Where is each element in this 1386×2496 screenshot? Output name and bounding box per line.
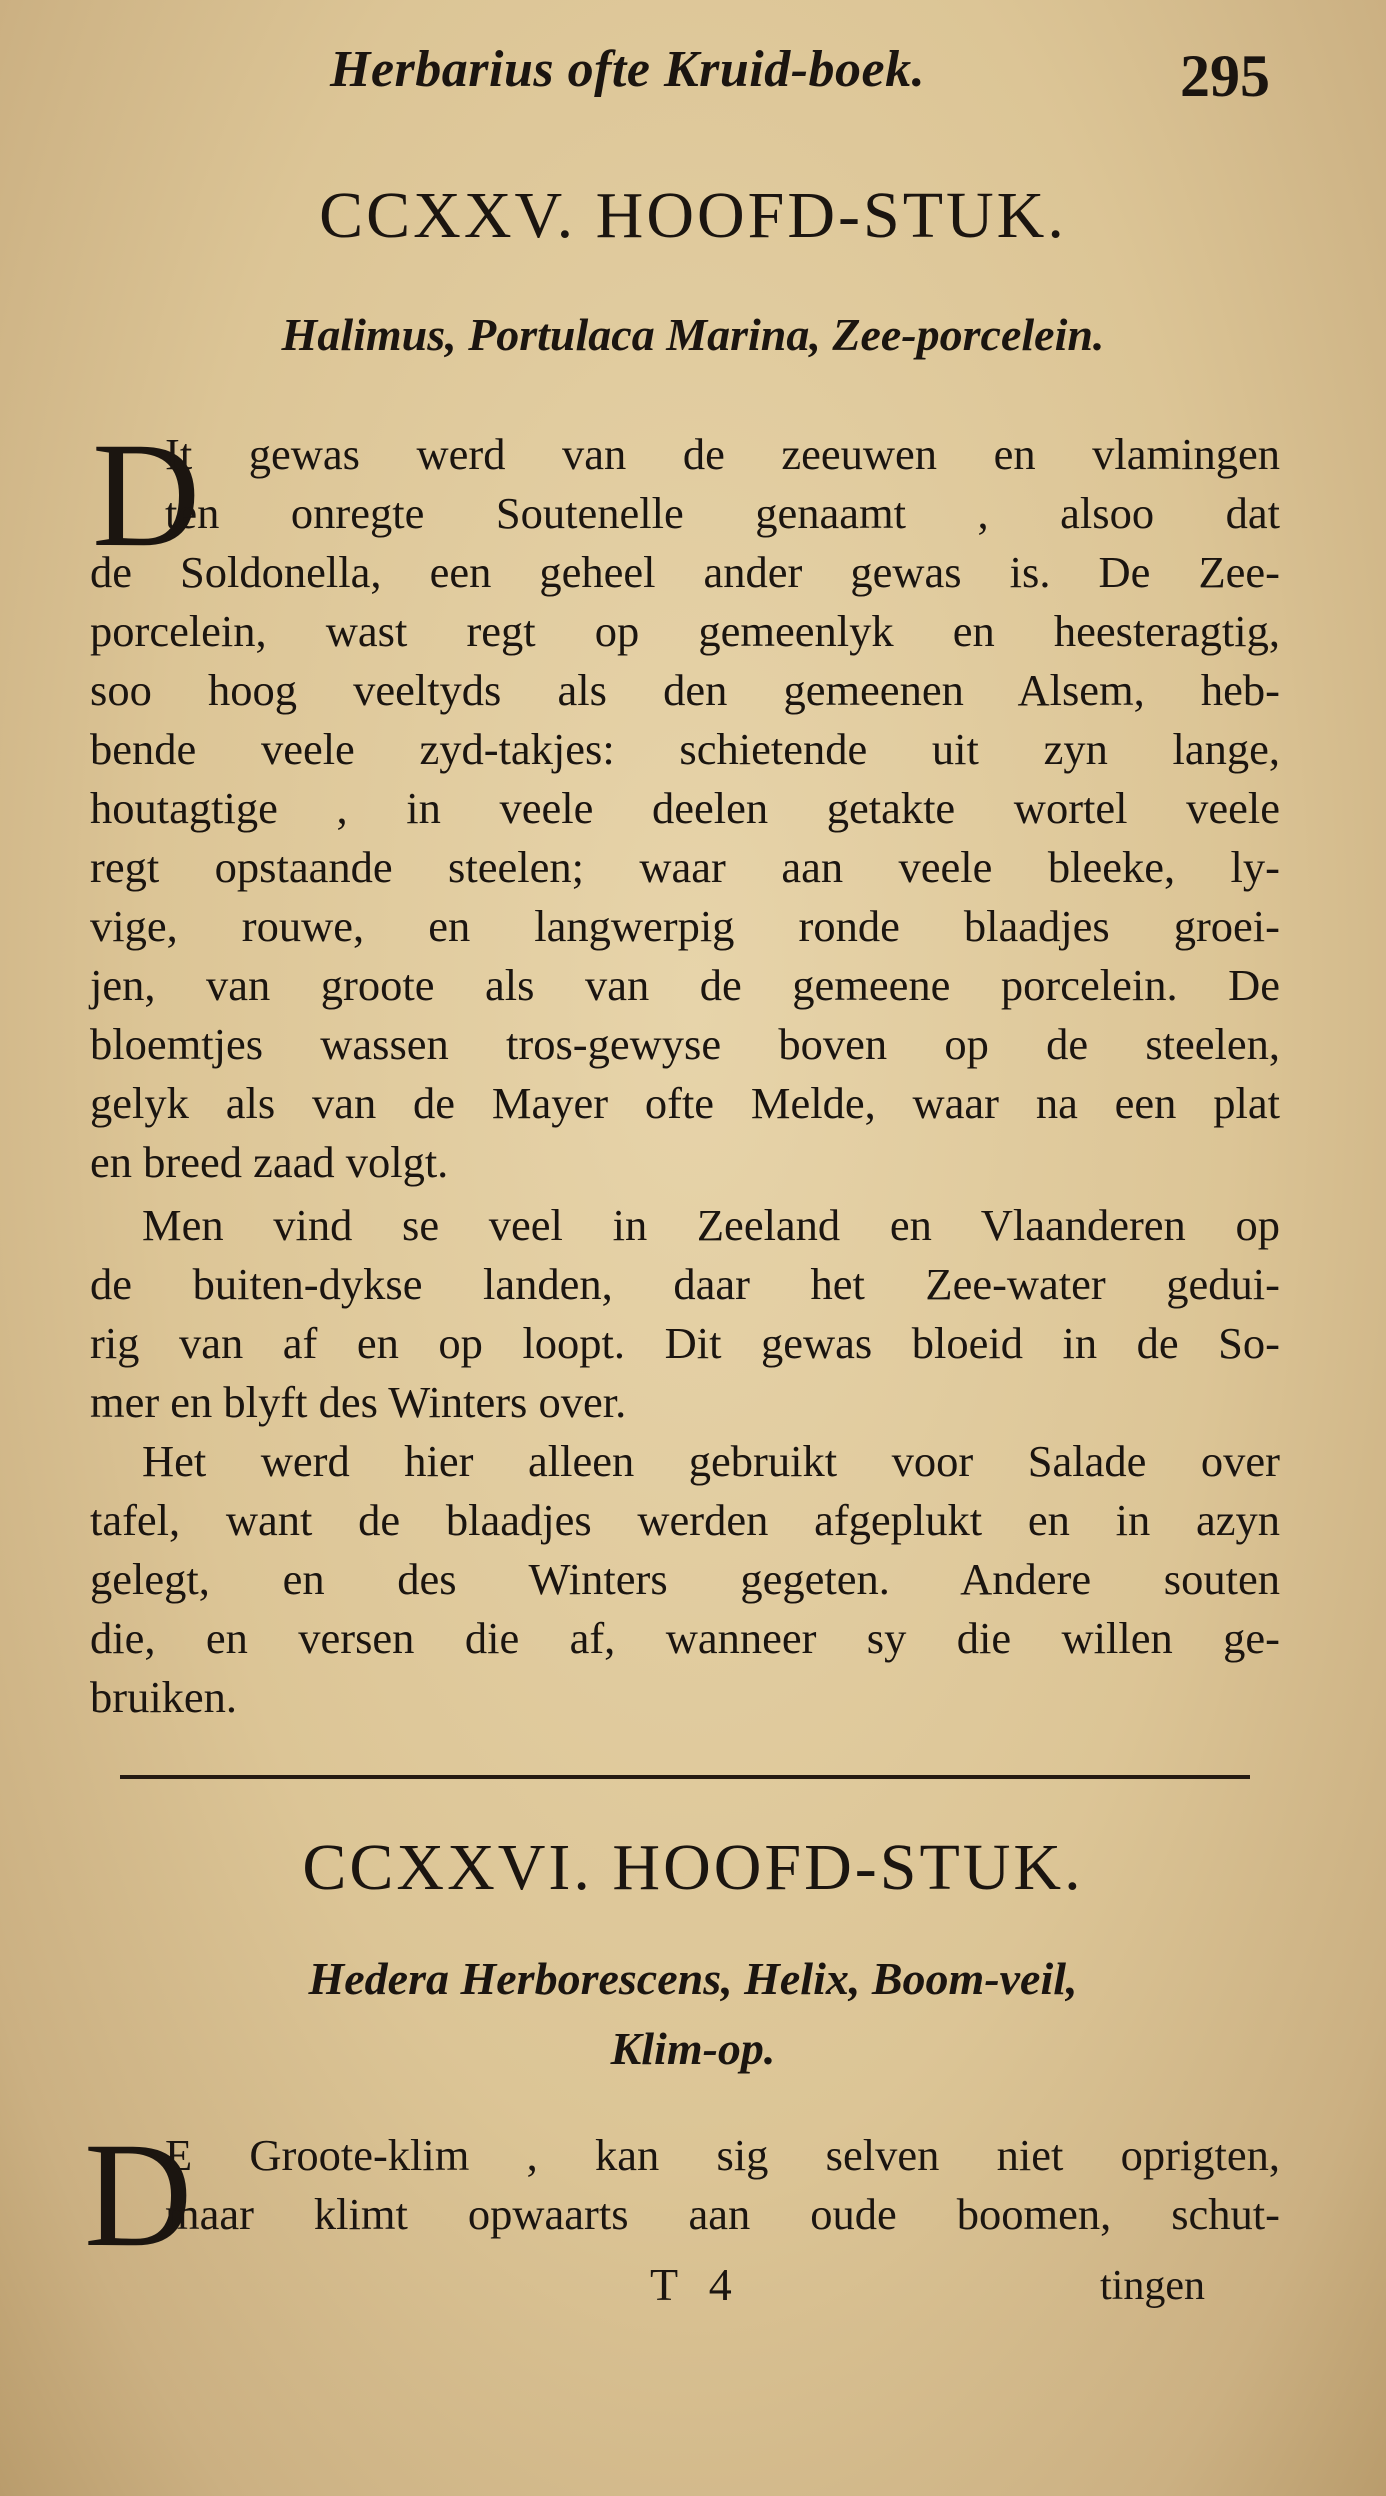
chapter-title-ccxxv: CCXXV. HOOFD-STUK. [319,179,1067,252]
chapter-subtitle-ccxxv: Halimus, Portulaca Marina, Zee-porcelein. [281,309,1105,360]
chapter-title-ccxxvi: CCXXVI. HOOFD-STUK. [302,1831,1084,1904]
text-line: regt opstaande steelen; waar aan veele bleeke, ly- [90,842,1280,892]
text-line: bende veele zyd-takjes: schietende uit zyn lange, [90,724,1280,774]
text-line: bloemtjes wassen tros-gewyse boven op de steelen, [90,1019,1280,1069]
text-line: tafel, want de blaadjes werden afgeplukt en in azyn [90,1495,1280,1545]
text-line: die, en versen die af, wanneer sy die willen ge- [90,1613,1280,1663]
drop-cap: D [84,2112,193,2278]
text-line: E Groote-klim , kan sig selven niet oprigten, [165,2130,1280,2180]
signature-mark: T 4 [650,2259,742,2310]
chapter-subtitle-ccxxvi-line1: Hedera Herborescens, Helix, Boom-veil, [308,1953,1078,2004]
text-line: Men vind se veel in Zeeland en Vlaanderen op [142,1200,1280,1250]
catchword: tingen [1100,2263,1205,2309]
text-line: de buiten-dykse landen, daar het Zee-water gedui- [90,1259,1280,1309]
chapter-subtitle-ccxxvi-line2: Klim-op. [610,2023,776,2074]
drop-cap: D [92,412,201,578]
section-divider [120,1775,1250,1779]
text-line: de Soldonella, een geheel ander gewas is. De Zee- [90,547,1280,597]
text-line: rig van af en op loopt. Dit gewas bloeid in de So- [90,1318,1280,1368]
text-line: jen, van groote als van de gemeene porcelein. De [90,960,1280,1010]
text-line: soo hoog veeltyds als den gemeenen Alsem, heb- [90,665,1280,715]
chapter1-paragraph3 [90,1432,1280,1727]
text-line: It gewas werd van de zeeuwen en vlamingen [165,429,1280,479]
text-line: gelyk als van de Mayer ofte Melde, waar na een plat [90,1078,1280,1128]
running-head: Herbarius ofte Kruid-boek. [330,41,926,98]
chapter1-paragraph1 [90,425,1280,1192]
chapter2-paragraph1 [90,2126,1280,2244]
text-line: porcelein, wast regt op gemeenlyk en heesteragtig, [90,606,1280,656]
text-line: mer en blyft des Winters over. [90,1377,627,1427]
chapter1-paragraph2 [90,1196,1280,1432]
text-line: bruiken. [90,1672,238,1722]
text-line: Het werd hier alleen gebruikt voor Salade over [142,1436,1280,1486]
text-line: gelegt, en des Winters gegeten. Andere souten [90,1554,1280,1604]
text-line: en breed zaad volgt. [90,1137,449,1187]
page-number: 295 [1180,43,1270,109]
text-line: ten onregte Soutenelle genaamt , alsoo dat [165,488,1280,538]
text-line: houtagtige , in veele deelen getakte wortel veele [90,783,1280,833]
text-line: maar klimt opwaarts aan oude boomen, schut- [165,2189,1280,2239]
text-line: vige, rouwe, en langwerpig ronde blaadjes groei- [90,901,1280,951]
